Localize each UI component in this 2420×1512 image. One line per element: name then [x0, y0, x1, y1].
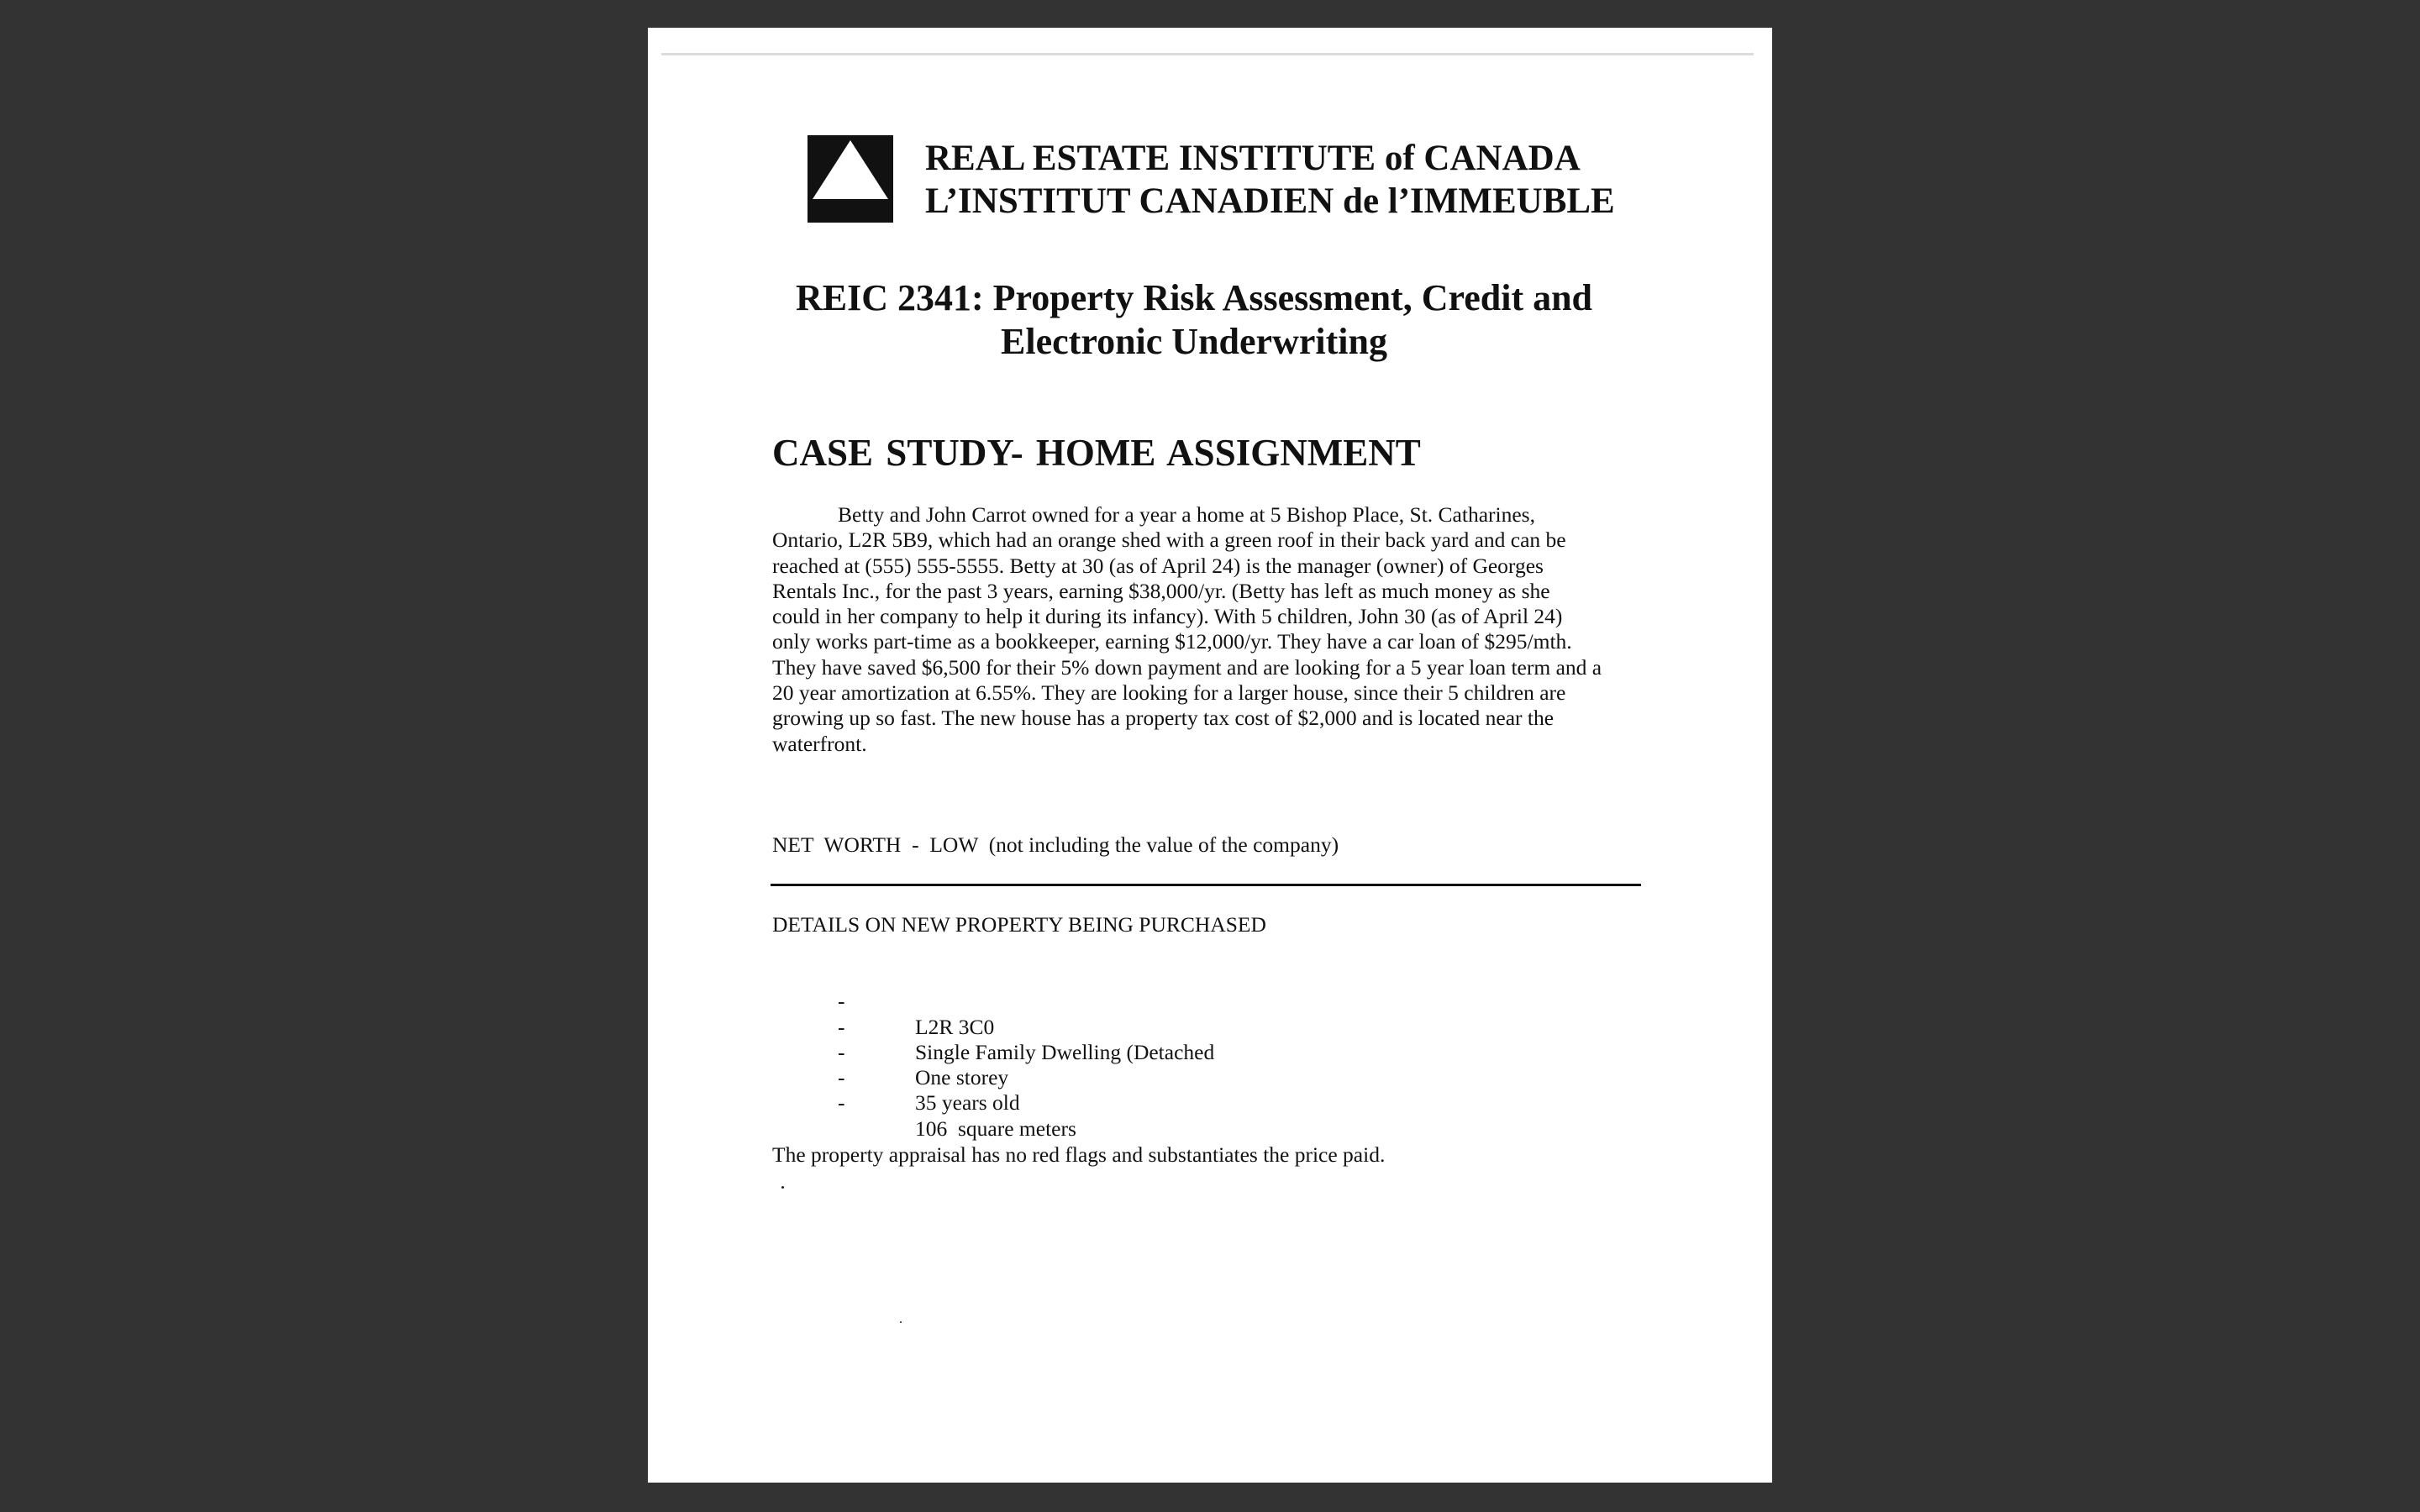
property-detail-value: 35 years old: [915, 1090, 1020, 1116]
property-detail-value: 106 square meters: [915, 1116, 1076, 1141]
organization-names: [925, 137, 1615, 223]
course-title-line-1: REIC 2341: Property Risk Assessment, Credit and: [795, 277, 1593, 318]
scan-artifact-line: [661, 53, 1754, 55]
org-name-french: L’INSTITUT CANADIEN de l’IMMEUBLE: [925, 181, 1615, 221]
property-details-heading: DETAILS ON NEW PROPERTY BEING PURCHASED: [772, 912, 1266, 937]
scan-speck: [900, 1321, 902, 1323]
property-detail-value: One storey: [915, 1065, 1009, 1090]
course-title: [774, 276, 1614, 364]
document-page: [648, 28, 1772, 1483]
case-description-line: could in her company to help it during its infancy). With 5 children, John 30 (as of April 24): [772, 604, 1563, 629]
appraisal-statement: The property appraisal has no red flags and substantiates the price paid.: [772, 1142, 1386, 1167]
case-study-heading: CASE STUDY- HOME ASSIGNMENT: [772, 432, 1421, 474]
course-title-line-2: Electronic Underwriting: [1001, 321, 1387, 362]
case-description-line: waterfront.: [772, 731, 867, 756]
property-details-list: [772, 963, 1215, 1141]
bullet-dash: -: [838, 1014, 845, 1039]
triangle-in-square-logo: [808, 135, 893, 223]
bullet-dash: -: [838, 1065, 845, 1090]
bullet-dash: -: [838, 989, 845, 1014]
list-item: [772, 963, 995, 1039]
section-divider: [771, 884, 1641, 886]
case-description-line: only works part-time as a bookkeeper, earning $12,000/yr. They have a car loan of $295/mth.: [772, 629, 1572, 654]
case-description-line: growing up so fast. The new house has a property tax cost of $2,000 and is located near the: [772, 706, 1555, 731]
case-description-line: reached at (555) 555-5555. Betty at 30 (as of April 24) is the manager (owner) of Georges: [772, 553, 1544, 578]
property-detail-value: Single Family Dwelling (Detached: [915, 1039, 1215, 1064]
case-description-line: Betty and John Carrot owned for a year a home at 5 Bishop Place, St. Catharines,: [838, 502, 1535, 527]
property-detail-value: L2R 3C0: [915, 1014, 995, 1039]
case-description: [772, 502, 1642, 757]
bullet-dash: -: [838, 1039, 845, 1064]
case-description-line: 20 year amortization at 6.55%. They are looking for a larger house, since their 5 children are: [772, 680, 1566, 706]
case-description-line: Rentals Inc., for the past 3 years, earning $38,000/yr. (Betty has left as much money as she: [772, 578, 1550, 603]
case-description-line: Ontario, L2R 5B9, which had an orange shed with a green roof in their back yard and can be: [772, 528, 1566, 553]
case-description-line: They have saved $6,500 for their 5% down payment and are looking for a 5 year loan term and a: [772, 654, 1602, 680]
bullet-dash: -: [838, 1090, 845, 1116]
org-name-english: REAL ESTATE INSTITUTE of CANADA: [925, 139, 1581, 178]
net-worth-line: NET WORTH - LOW (not including the value of the company): [772, 832, 1339, 857]
scan-speck: [781, 1186, 784, 1189]
